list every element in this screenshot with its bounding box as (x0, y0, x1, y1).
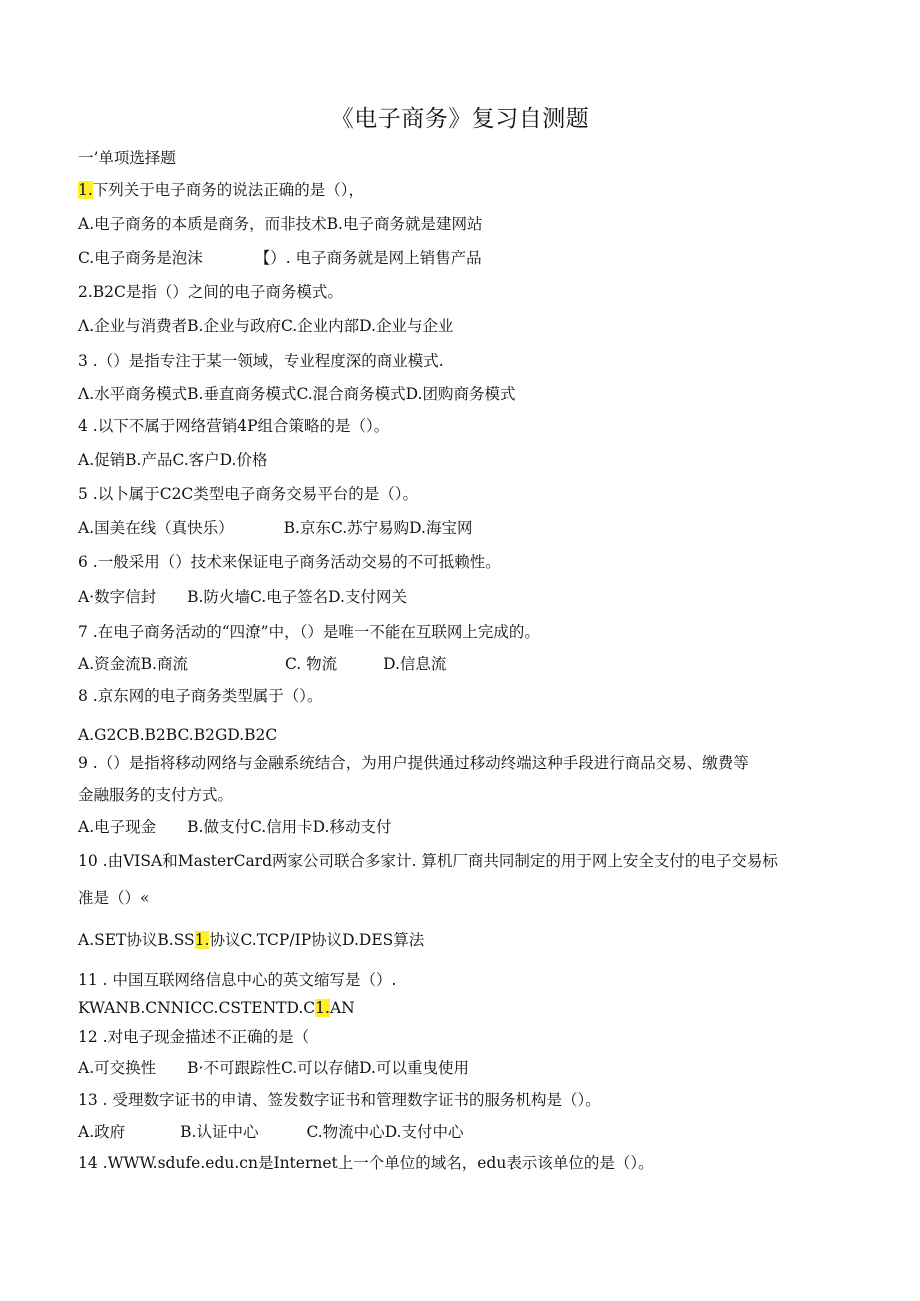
question-line: 金融服务的支付方式。 (78, 786, 234, 804)
option-line: A.政府 B.认证中心 C.物流中心D.支付中心 (78, 1123, 464, 1141)
option-line: A.国美在线（真快乐） B.京东C.苏宁易购D.海宝网 (78, 519, 473, 537)
question-line: 7 .在电子商务活动的“四潦”中，（）是唯一不能在互联网上完成的。 (78, 623, 540, 641)
question-line: 13 . 受理数字证书的申请、签发数字证书和管理数字证书的服务机构是（）。 (78, 1091, 601, 1109)
question-line: 11 . 中国互联网络信息中心的英文缩写是（）. (78, 971, 397, 989)
option-line: A.资金流B.商流 C. 物流 D.信息流 (78, 655, 447, 673)
question-line: 4 .以下不属于网络营销4P组合策略的是（）。 (78, 417, 390, 435)
question-line: 6 .一般采用（）技术来保证电子商务活动交易的不可抵赖性。 (78, 553, 501, 571)
question-line: 10 .由VISA和MasterCard两家公司联合多家计. 算机厂商共同制定的用于网上安全支付的电子交易标 (78, 852, 778, 870)
option-line: Λ.水平商务模式B.垂直商务模式C.混合商务模式D.团购商务模式 (78, 385, 516, 403)
question-line: 14 .WWW.sdufe.edu.cn是Internet上一个单位的域名，edu表示该单位的是（）。 (78, 1154, 654, 1172)
question-line: 2.B2C是指（）之间的电子商务模式。 (78, 283, 343, 301)
highlight-mark: 1. (194, 931, 210, 949)
option-line: A.电子现金 B.做支付C.信用卡D.移动支付 (78, 818, 392, 836)
question-line: 8 .京东网的电子商务类型属于（）。 (78, 687, 323, 705)
option-line: A.G2CB.B2BC.B2GD.B2C (78, 726, 278, 744)
highlight-mark: 1. (78, 181, 93, 199)
question-line: 9 .（）是指将移动网络与金融系统结合，为用户提供通过移动终端这种手段进行商品交易、缴费等 (78, 754, 749, 772)
highlight-mark: 1. (315, 999, 330, 1017)
option-line: A·数字信封 B.防火墙C.电子签名D.支付网关 (78, 588, 407, 606)
question-line: 12 .对电子现金描述不正确的是（ (78, 1028, 310, 1046)
question-line: 5 .以卜属于C2C类型电子商务交易平台的是（）。 (78, 485, 419, 503)
option-line: A.电子商务的本质是商务，而非技术B.电子商务就是建网站 (78, 215, 483, 233)
option-line: C.电子商务是泡沫 【）. 电子商务就是网上销售产品 (78, 249, 482, 267)
document-title: 《电子商务》复习自测题 (330, 106, 590, 132)
option-line: A.可交换性 B·不可跟踪性C.可以存储D.可以重曳使用 (78, 1059, 469, 1077)
question-line: 3 .（）是指专注于某一领域，专业程度深的商业模式. (78, 352, 444, 370)
option-line: Λ.企业与消费者B.企业与政府C.企业内部D.企业与企业 (78, 317, 454, 335)
question-line: 准是（）« (78, 889, 150, 907)
option-line: A.SET协议B.SS1.协议C.TCP/IP协议D.DES算法 (78, 931, 425, 949)
question-line: 1.下列关于电子商务的说法正确的是（）， (78, 181, 365, 199)
option-line: A.促销B.产品C.客户D.价格 (78, 451, 268, 469)
option-line: KWANB.CNNICC.CSTENTD.C1.AN (78, 999, 355, 1017)
section-heading: 一’单项选择题 (78, 149, 176, 167)
